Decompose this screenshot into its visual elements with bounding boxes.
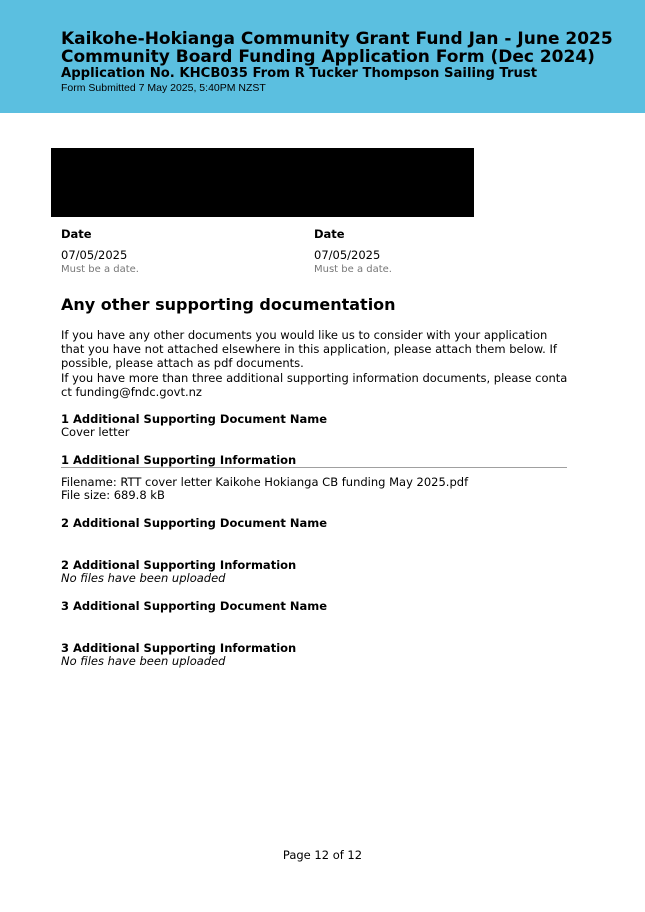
date-label-right: Date	[314, 227, 345, 241]
form-title: Community Board Funding Application Form (Dec 2024)	[61, 47, 595, 67]
redacted-block	[51, 148, 474, 217]
grant-fund-title: Kaikohe-Hokianga Community Grant Fund Jan - June 2025	[61, 29, 613, 49]
date-value-left: 07/05/2025	[61, 248, 128, 262]
date-hint-left: Must be a date.	[61, 264, 139, 275]
doc1-name-label: 1 Additional Supporting Document Name	[61, 412, 327, 426]
doc1-filename: Filename: RTT cover letter Kaikohe Hokianga CB funding May 2025.pdf	[61, 475, 469, 489]
doc1-filesize: File size: 689.8 kB	[61, 488, 165, 502]
doc1-info-label: 1 Additional Supporting Information	[61, 453, 297, 467]
date-value-right: 07/05/2025	[314, 248, 381, 262]
doc2-info-value: No files have been uploaded	[61, 571, 226, 585]
supporting-docs-heading: Any other supporting documentation	[61, 295, 396, 314]
submission-timestamp: Form Submitted 7 May 2025, 5:40PM NZST	[61, 82, 266, 94]
divider	[61, 467, 567, 468]
page-number: Page 12 of 12	[282, 848, 363, 862]
supporting-docs-intro: If you have any other documents you would like us to consider with your application that you have not attached elsewhere in this application, please attach them below. If possible, please attach as pdf documents.	[61, 328, 557, 370]
doc3-info-value: No files have been uploaded	[61, 654, 226, 668]
date-hint-right: Must be a date.	[314, 264, 392, 275]
supporting-docs-contact: If you have more than three additional supporting information documents, please contact funding@fndc.govt.nz	[61, 371, 568, 399]
doc3-info-label: 3 Additional Supporting Information	[61, 641, 297, 655]
doc2-info-label: 2 Additional Supporting Information	[61, 558, 297, 572]
doc3-name-label: 3 Additional Supporting Document Name	[61, 599, 327, 613]
doc2-name-label: 2 Additional Supporting Document Name	[61, 516, 327, 530]
form-header	[0, 0, 645, 113]
doc1-name-value: Cover letter	[61, 425, 130, 439]
date-label-left: Date	[61, 227, 92, 241]
application-number: Application No. KHCB035 From R Tucker Thompson Sailing Trust	[61, 66, 538, 81]
